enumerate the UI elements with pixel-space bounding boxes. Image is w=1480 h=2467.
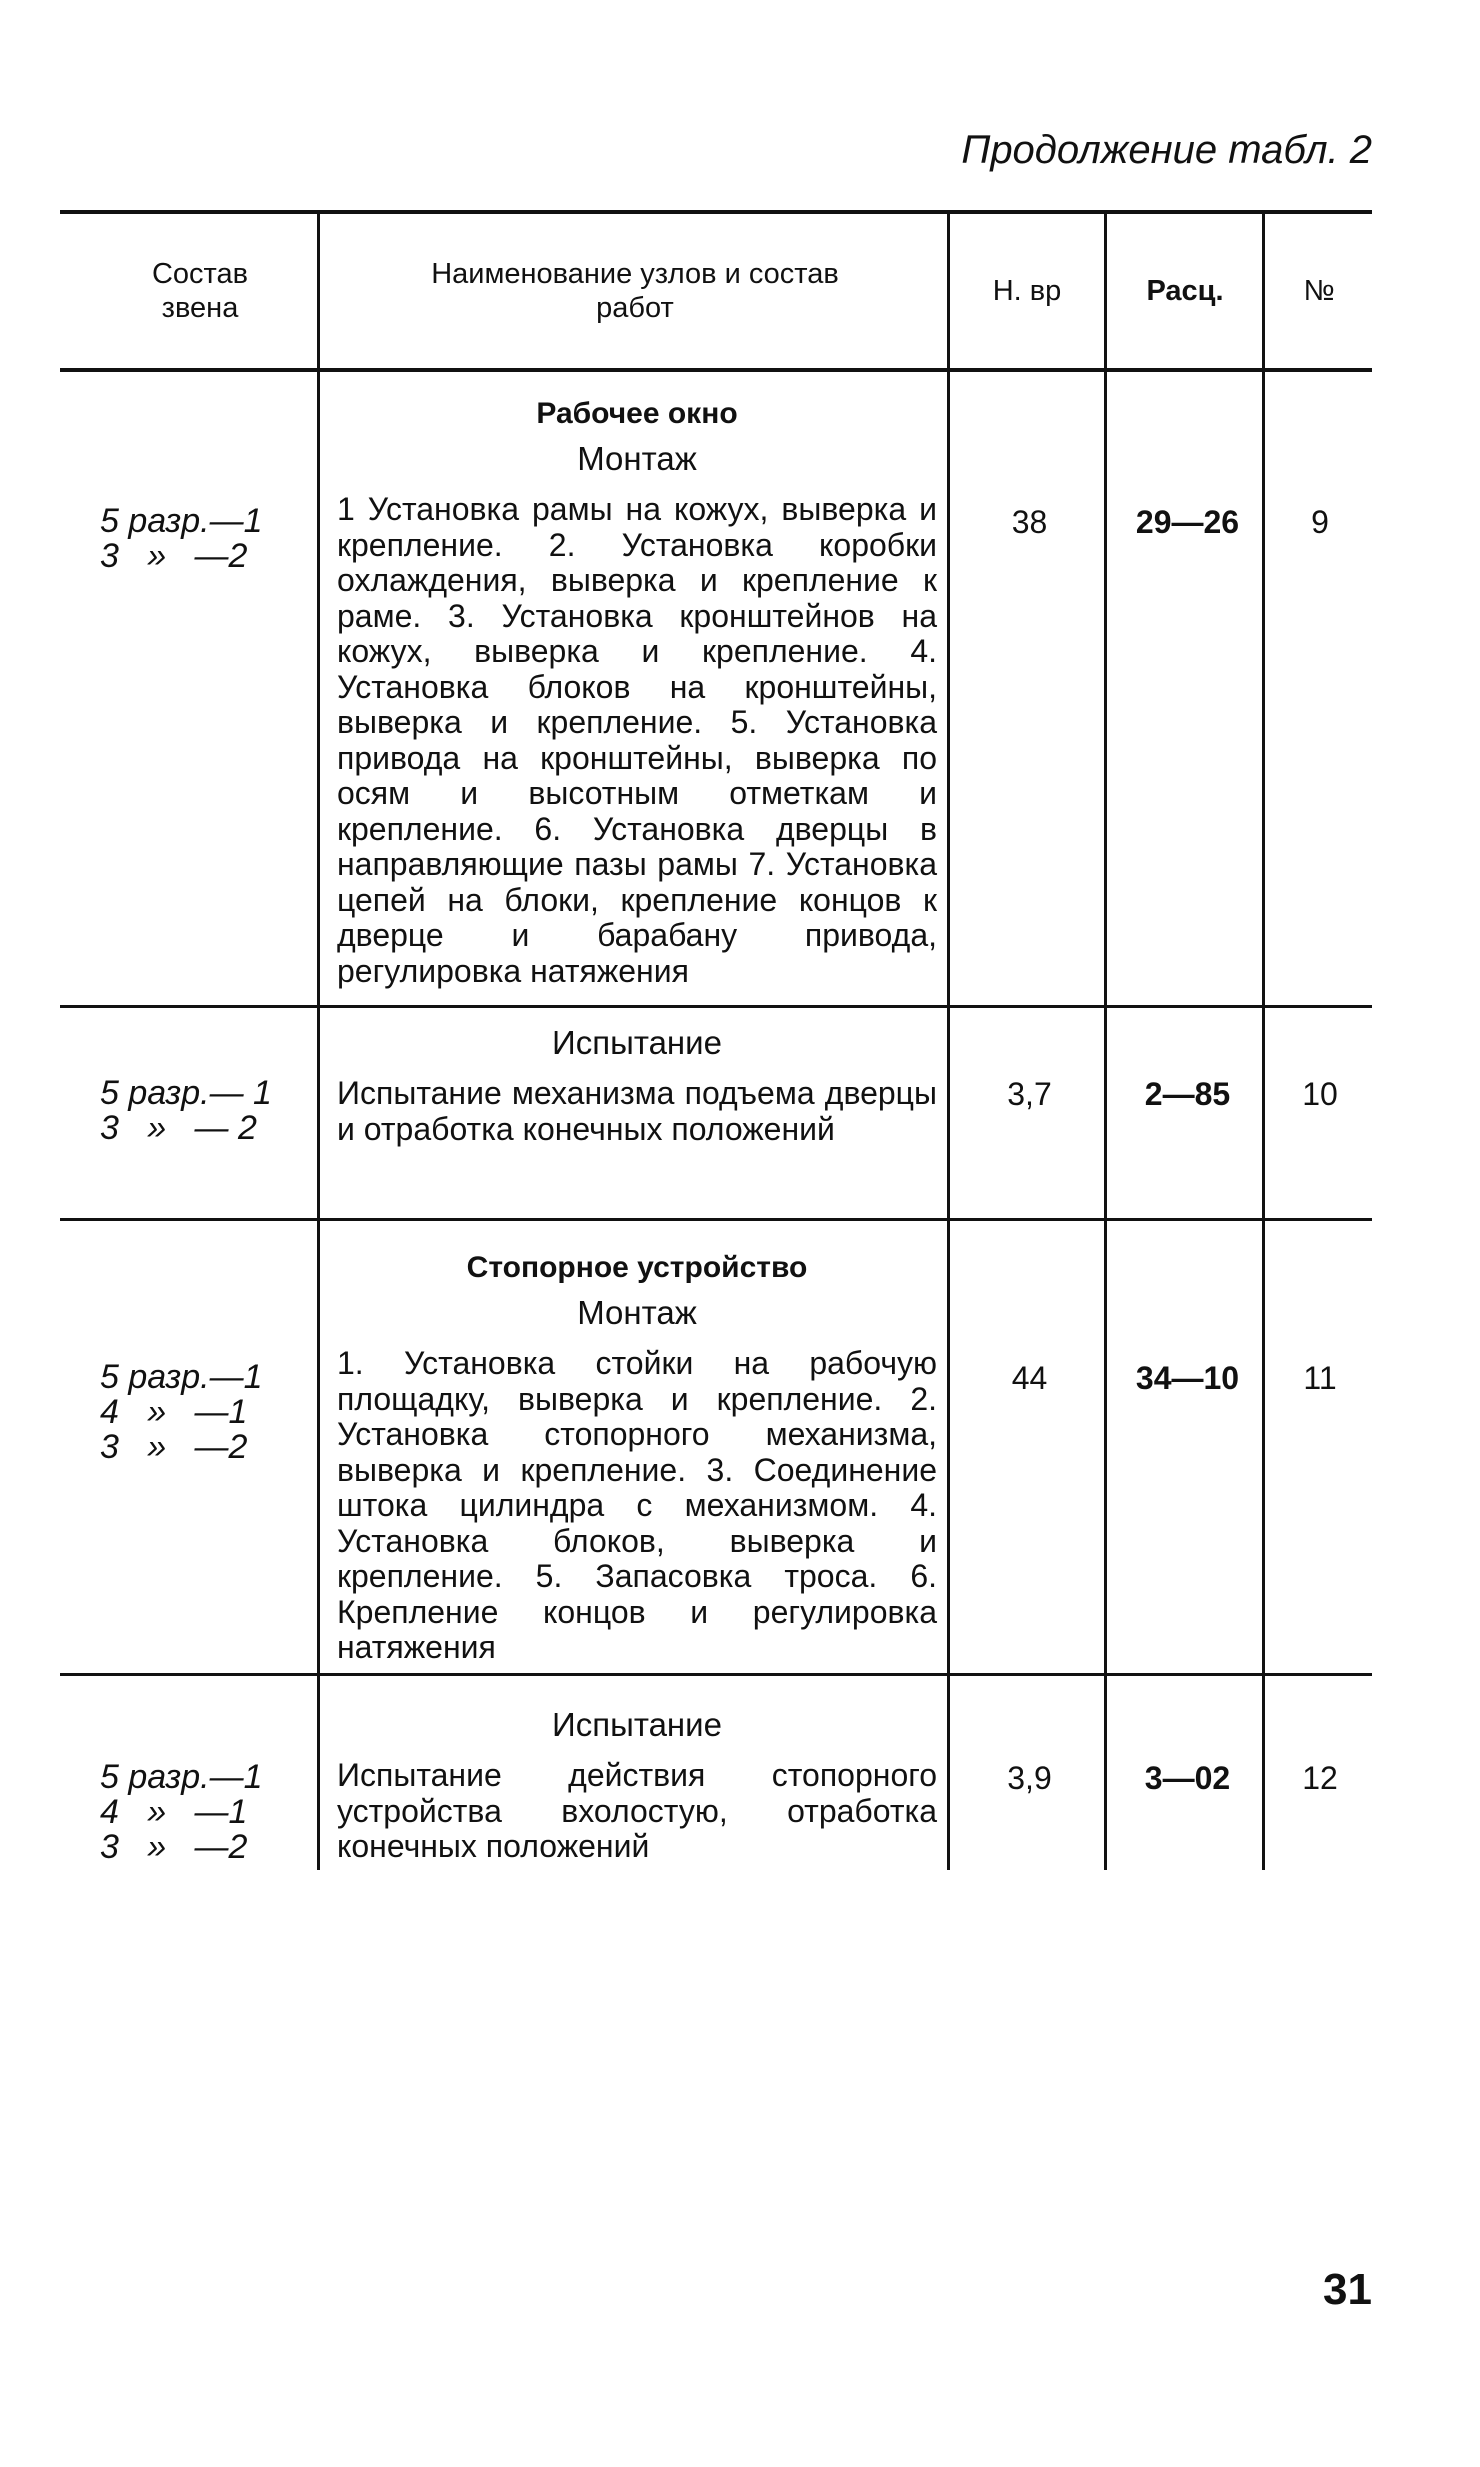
crew-line: 3 » —2: [100, 1428, 248, 1466]
crew-line: 4 » —1: [100, 1393, 248, 1431]
header-bottom-rule: [60, 368, 1372, 372]
header-number: [1266, 214, 1372, 368]
column-divider: [1104, 212, 1107, 1870]
crew-line: 5 разр.— 1: [100, 1074, 272, 1112]
crew-line: 3 » —2: [100, 537, 248, 575]
header-crew-text: Состав звена: [151, 258, 249, 324]
stage-title: Испытание: [552, 1706, 722, 1743]
row-divider: [60, 1218, 1372, 1221]
row-description-cell: [337, 1024, 937, 1147]
header-rate: [1110, 214, 1260, 368]
section-title: Рабочее окно: [536, 397, 738, 430]
crew-composition: [100, 1760, 300, 1865]
row-number: 9: [1311, 504, 1329, 540]
column-divider: [947, 212, 950, 1870]
crew-line: 3 » —2: [100, 1828, 248, 1866]
row-description-cell: [337, 1706, 937, 1865]
crew-line: 4 » —1: [100, 1793, 248, 1831]
rate-value: 3—02: [1144, 1760, 1231, 1796]
crew-composition: [100, 1360, 300, 1465]
row-number: 12: [1302, 1760, 1338, 1796]
stage-title: Испытание: [552, 1024, 722, 1061]
rate-value: 29—26: [1135, 504, 1240, 540]
work-description: 1. Установка стойки на рабочую площадку, выверка и крепление. 2. Установка стопорного механизма, выверка и крепление. 3. Соединение штока цилиндра с механизмом. 4. Установка блоков, выверка и крепление. 5. Запасовка троса. 6. Крепление концов и регулировка натяжения: [337, 1345, 937, 1665]
table-continuation-label: Продолжение табл. 2: [961, 128, 1372, 172]
rate-value: 2—85: [1144, 1076, 1231, 1112]
work-description: 1 Установка рамы на кожух, выверка и крепление. 2. Установка коробки охлаждения, выверка и крепление к раме. 3. Установка кронштейнов на кожух, выверка и крепление. 4. Установка блоков на кронштейны, выверка и крепление. 5. Установка привода на кронштейны, выверка по осям и высотным отметкам и крепление. 6. Установка дверцы в направляющие пазы рамы 7. Установка цепей на блоки, крепление концов к дверце и барабану привода, регулировка натяжения: [337, 491, 937, 989]
norm-time-value: 3,9: [1007, 1760, 1052, 1796]
work-description: Испытание действия стопорного устройства вхолостую, отработка конечных положений: [337, 1757, 937, 1864]
row-number: 10: [1302, 1076, 1338, 1112]
page-number: 31: [1323, 2265, 1372, 2314]
row-description-cell: [337, 1250, 937, 1666]
row-number: 11: [1303, 1360, 1337, 1396]
crew-line: 5 разр.—1: [100, 502, 263, 540]
crew-composition: [100, 504, 300, 574]
header-name-text: Наименование узлов и состав работ: [431, 258, 839, 324]
norm-time-value: 44: [1011, 1360, 1048, 1396]
header-crew: [100, 214, 300, 368]
header-name: [400, 214, 870, 368]
norm-time-value: 3,7: [1007, 1076, 1052, 1112]
crew-composition: [100, 1076, 300, 1146]
header-norm-time: [952, 214, 1102, 368]
header-rate-text: Расц.: [1146, 275, 1224, 307]
header-number-text: №: [1303, 275, 1335, 307]
section-title: Стопорное устройство: [466, 1251, 808, 1284]
stage-title: Монтаж: [577, 440, 697, 477]
norm-time-value: 38: [1011, 504, 1048, 540]
row-divider: [60, 1005, 1372, 1008]
work-description: Испытание механизма подъема дверцы и отработка конечных положений: [337, 1075, 937, 1147]
rate-value: 34—10: [1135, 1360, 1240, 1396]
column-divider: [1262, 212, 1265, 1870]
crew-line: 3 » — 2: [100, 1109, 257, 1147]
stage-title: Монтаж: [577, 1294, 697, 1331]
column-divider: [317, 212, 320, 1870]
crew-line: 5 разр.—1: [100, 1358, 263, 1396]
row-divider: [60, 1673, 1372, 1676]
header-norm-time-text: Н. вр: [992, 275, 1062, 307]
row-description-cell: [337, 396, 937, 989]
crew-line: 5 разр.—1: [100, 1758, 263, 1796]
